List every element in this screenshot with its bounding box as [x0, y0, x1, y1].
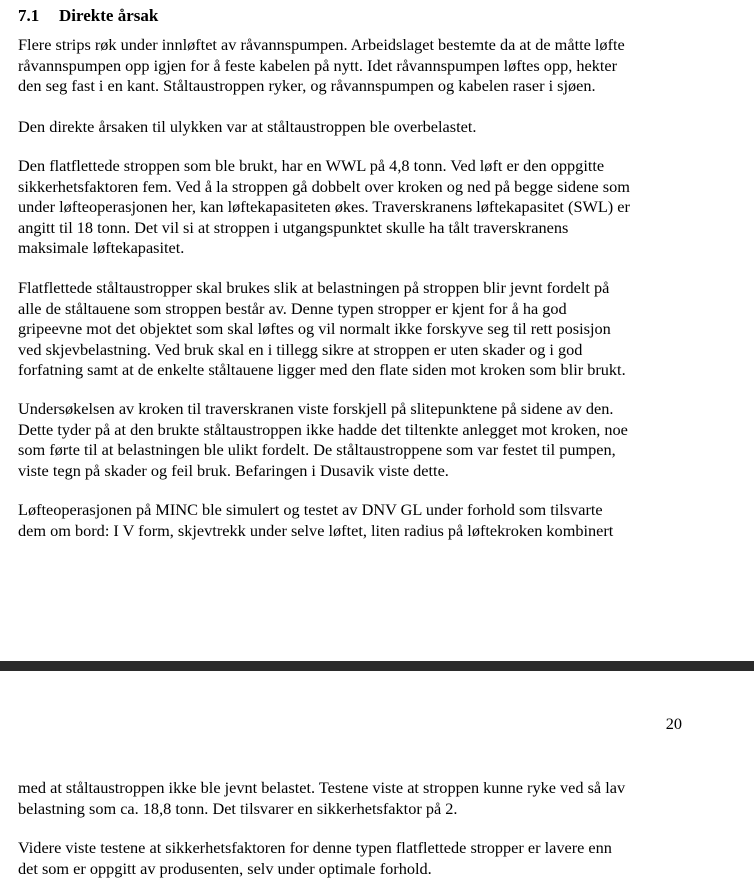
section-number: 7.1 [18, 6, 40, 25]
text-line: Undersøkelsen av kroken til traverskranen viste forskjell på slitepunktene på sidene av den. [18, 399, 614, 418]
text-line: dem om bord: I V form, skjevtrekk under selve løftet, liten radius på løftekroken kombinert [18, 520, 614, 540]
text-line: Løfteoperasjonen på MINC ble simulert og testet av DNV GL under forhold som tilsvarte [18, 500, 603, 519]
page-separator [0, 661, 754, 671]
text-line: Videre viste testene at sikkerhetsfaktoren for denne typen flatflettede stropper er lavere enn [18, 838, 612, 857]
text-line: Den direkte årsaken til ulykken var at ståltaustroppen ble overbelastet. [18, 117, 477, 136]
paragraph-sling-usage [18, 278, 748, 381]
text-line: under løfteoperasjonen her, kan løftekapasiteten økes. Traverskranens løftekapasitet (SWL) er [18, 197, 630, 216]
paragraph-hook-inspection [18, 399, 748, 481]
section-title: Direkte årsak [59, 6, 159, 25]
text-line: Dette tyder på at den brukte ståltaustroppen ikke hadde det tiltenkte anlegget mot kroken, noe [18, 419, 628, 439]
text-line: forfatning samt at de enkelte ståltauene ligger med den flate siden mot kroken som blir brukt. [18, 360, 626, 379]
text-line: Den flatflettede stroppen som ble brukt, har en WWL på 4,8 tonn. Ved løft er den oppgitte [18, 156, 605, 175]
text-line: sikkerhetsfaktoren fem. Ved å la stroppen gå dobbelt over kroken og ned på begge sidene som [18, 176, 630, 196]
section-heading [18, 5, 158, 26]
page-number: 20 [665, 714, 682, 733]
paragraph-sling-capacity [18, 156, 748, 259]
text-line: gripeevne mot det objektet som skal løftes og vil normalt ikke forskyve seg til rett posisjon [18, 319, 611, 338]
text-line: maksimale løftekapasitet. [18, 238, 185, 257]
text-line: råvannspumpen opp igjen for å feste kabelen på nytt. Idet råvannspumpen løftes opp, hekter [18, 55, 618, 75]
text-line: angitt til 18 tonn. Det vil si at stroppen i utgangspunktet skulle ha tålt traverskranens [18, 217, 569, 237]
text-line: viste tegn på skader og feil bruk. Befaringen i Dusavik viste dette. [18, 460, 449, 480]
text-line: ved skjevbelastning. Ved bruk skal en i tillegg sikre at stroppen er uten skader og i god [18, 339, 583, 359]
text-line: den seg fast i en kant. Ståltaustroppen ryker, og råvannspumpen og kabelen raser i sjøen. [18, 76, 596, 95]
text-line: som førte til at belastningen ble ulikt fordelt. De ståltaustroppene som var festet til pumpen, [18, 440, 616, 459]
document-page-bottom [0, 671, 754, 882]
text-line: det som er oppgitt av produsenten, selv under optimale forhold. [18, 858, 432, 878]
text-line: med at ståltaustroppen ikke ble jevnt belastet. Testene viste at stroppen kunne ryke ved så lav [18, 778, 626, 797]
text-line: Flere strips røk under innløftet av råvannspumpen. Arbeidslaget bestemte da at de måtte løfte [18, 35, 625, 54]
text-line: Flatflettede ståltaustropper skal brukes slik at belastningen på stroppen blir jevnt fordelt på [18, 278, 610, 297]
paragraph-lift-simulation [18, 500, 748, 541]
text-line: alle de ståltauene som stroppen består av. Denne typen stropper er kjent for å ha god [18, 298, 567, 318]
text-line: belastning som ca. 18,8 tonn. Det tilsvarer en sikkerhetsfaktor på 2. [18, 798, 458, 818]
paragraph-test-result [18, 778, 748, 819]
paragraph-safety-factor [18, 838, 748, 879]
paragraph-incident [18, 35, 748, 97]
paragraph-direct-cause [18, 117, 748, 138]
